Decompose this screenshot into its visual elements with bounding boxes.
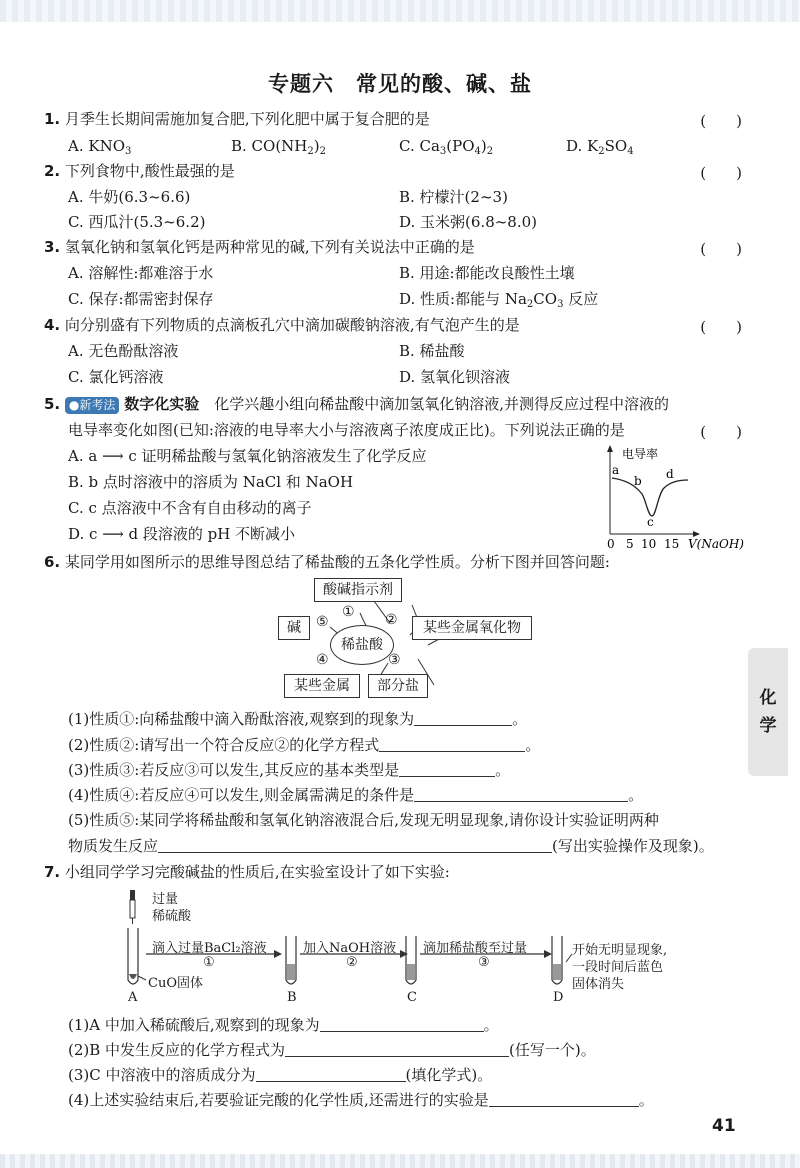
- option-c: C. 保存:都需密封保存: [68, 290, 214, 308]
- dropper-bulb: [130, 890, 135, 900]
- question-number: 3.: [44, 238, 61, 256]
- label-2: ②: [385, 612, 398, 628]
- answer-blank: [320, 1016, 484, 1032]
- option-c: C. $Ca_3(PO_4)_2$: [399, 137, 494, 157]
- bottom-border: [0, 1154, 800, 1168]
- top-border: [0, 0, 800, 22]
- question-stem: 月季生长期间需施加复合肥,下列化肥中属于复合肥的是: [64, 110, 430, 128]
- q6-part-1: (1)性质①:向稀盐酸中滴入酚酞溶液,观察到的现象为 。: [68, 710, 528, 728]
- question-1: [44, 110, 430, 128]
- question-5: [44, 395, 669, 414]
- question-number: 5.: [44, 395, 61, 413]
- node-center: 稀盐酸: [330, 625, 394, 665]
- answer-blank: [256, 1066, 406, 1082]
- reagent-label-1: 过量: [152, 892, 179, 907]
- question-6: [44, 553, 610, 571]
- page-title: 专题六 常见的酸、碱、盐: [268, 72, 532, 96]
- question-stem: 化学兴趣小组向稀盐酸中滴加氢氧化钠溶液,并测得反应过程中溶液的: [199, 395, 669, 413]
- answer-blank: [158, 837, 552, 853]
- q6-part-3: (3)性质③:若反应③可以发生,其反应的基本类型是 。: [68, 761, 511, 779]
- page-number: 41: [712, 1116, 736, 1136]
- label-3: ③: [388, 652, 401, 668]
- node-salt: 部分盐: [368, 674, 428, 698]
- point-d-label: d: [666, 467, 674, 481]
- conductivity-curve: [612, 478, 688, 516]
- option-a: A. 无色酚酞溶液: [68, 342, 179, 360]
- option-c: C. c 点溶液中不含有自由移动的离子: [68, 499, 312, 517]
- q7-part-2: (2)B 中发生反应的化学方程式为 (任写一个)。: [68, 1041, 596, 1059]
- new-method-badge: ●新考法: [65, 397, 120, 414]
- conductivity-chart: [596, 440, 756, 550]
- option-b: B. 柠檬汁(2~3): [399, 188, 508, 206]
- x-axis-label: V(NaOH): [688, 537, 744, 550]
- answer-blank: [285, 1041, 509, 1057]
- answer-blank: [414, 786, 628, 802]
- question-stem: 下列食物中,酸性最强的是: [64, 162, 235, 180]
- answer-paren: ( ): [700, 318, 742, 336]
- option-c: C. 氯化钙溶液: [68, 368, 164, 386]
- q7-part-1: (1)A 中加入稀硫酸后,观察到的现象为 。: [68, 1016, 499, 1034]
- node-metal-oxide: 某些金属氧化物: [412, 616, 532, 640]
- answer-blank: [399, 761, 495, 777]
- point-c-label: c: [647, 515, 654, 529]
- question-number: 7.: [44, 863, 61, 881]
- tube-b-label: B: [287, 990, 297, 1005]
- question-stem: 某同学用如图所示的思维导图总结了稀盐酸的五条化学性质。分析下图并回答问题:: [64, 553, 610, 571]
- option-d: D. $K_2SO_4$: [566, 137, 634, 157]
- point-a-label: a: [612, 463, 620, 477]
- question-stem-cont: 电导率变化如图(已知:溶液的电导率大小与溶液离子浓度成正比)。下列说法正确的是: [68, 421, 625, 439]
- x-tick-0: 0: [607, 537, 615, 550]
- step-1-number: ①: [203, 955, 215, 970]
- x-tick-10: 10: [641, 537, 657, 550]
- observation-1: 开始无明显现象,: [572, 943, 668, 958]
- subject-tab-label: 化学: [759, 688, 777, 736]
- tube-d-label: D: [553, 990, 564, 1005]
- y-axis-label: 电导率: [622, 447, 659, 461]
- option-b: B. $CO(NH_2)_2$: [231, 137, 327, 157]
- step-1-label: 滴入过量BaCl₂溶液: [152, 941, 267, 956]
- option-a: A. 牛奶(6.3~6.6): [68, 188, 191, 206]
- question-stem: 氢氧化钠和氢氧化钙是两种常见的碱,下列有关说法中正确的是: [64, 238, 475, 256]
- question-2: [44, 162, 235, 180]
- reagent-label-2: 稀硫酸: [152, 909, 192, 924]
- option-a: A. $KNO_3$: [68, 137, 132, 157]
- x-tick-15: 15: [664, 537, 680, 550]
- answer-blank: [414, 710, 512, 726]
- point-b-label: b: [634, 474, 642, 488]
- option-a: A. a ⟶ c 证明稀盐酸与氢氧化钠溶液发生了化学反应: [68, 447, 427, 465]
- answer-paren: ( ): [700, 423, 742, 441]
- question-number: 4.: [44, 316, 61, 334]
- tube-a-label: A: [128, 990, 138, 1005]
- question-stem: 向分别盛有下列物质的点滴板孔穴中滴加碳酸钠溶液,有气泡产生的是: [64, 316, 520, 334]
- question-number: 6.: [44, 553, 61, 571]
- option-d: D. 玉米粥(6.8~8.0): [399, 213, 538, 231]
- answer-blank: [379, 736, 525, 752]
- y-axis-arrow: [607, 445, 613, 452]
- observation-3: 固体消失: [572, 977, 625, 992]
- pin-icon: ●: [68, 398, 80, 412]
- topic-tag: 数字化实验: [124, 395, 200, 413]
- option-b: B. b 点时溶液中的溶质为 NaCl 和 NaOH: [68, 473, 354, 491]
- question-7: [44, 863, 450, 881]
- question-4: [44, 316, 520, 334]
- observation-2: 一段时间后蓝色: [572, 960, 664, 975]
- step-2-label: 加入NaOH溶液: [303, 941, 397, 956]
- tube-c-label: C: [407, 990, 417, 1005]
- q6-part-5-cont: 物质发生反应 (写出实验操作及现象)。: [68, 837, 714, 855]
- label-1: ①: [342, 604, 355, 620]
- question-number: 2.: [44, 162, 61, 180]
- q7-part-3: (3)C 中溶液中的溶质成分为 (填化学式)。: [68, 1066, 493, 1084]
- question-3: [44, 238, 475, 256]
- node-metal: 某些金属: [284, 674, 360, 698]
- label-5: ⑤: [316, 614, 329, 630]
- q6-part-4: (4)性质④:若反应④可以发生,则金属需满足的条件是 。: [68, 786, 644, 804]
- q6-part-5: (5)性质⑤:某同学将稀盐酸和氢氧化钠溶液混合后,发现无明显现象,请你设计实验证明两种: [68, 811, 659, 829]
- x-tick-5: 5: [626, 537, 634, 550]
- step-2-number: ②: [346, 955, 358, 970]
- dropper-tube: [130, 900, 135, 918]
- option-d: D. c ⟶ d 段溶液的 pH 不断减小: [68, 525, 296, 543]
- step-3-label: 滴加稀盐酸至过量: [423, 941, 528, 956]
- q6-part-2: (2)性质②:请写出一个符合反应②的化学方程式 。: [68, 736, 541, 754]
- node-indicator: 酸碱指示剂: [314, 578, 402, 602]
- option-b: B. 用途:都能改良酸性土壤: [399, 264, 575, 282]
- answer-blank: [489, 1091, 639, 1107]
- node-base: 碱: [278, 616, 310, 640]
- label-4: ④: [316, 652, 329, 668]
- option-d: D. 氢氧化钡溶液: [399, 368, 511, 386]
- option-d: D. 性质:都能与 $Na_2CO_3$ 反应: [399, 290, 599, 310]
- answer-paren: ( ): [700, 240, 742, 258]
- question-number: 1.: [44, 110, 61, 128]
- answer-paren: ( ): [700, 112, 742, 130]
- question-stem: 小组同学学习完酸碱盐的性质后,在实验室设计了如下实验:: [64, 863, 450, 881]
- step-3-number: ③: [478, 955, 490, 970]
- option-b: B. 稀盐酸: [399, 342, 465, 360]
- answer-paren: ( ): [700, 164, 742, 182]
- option-c: C. 西瓜汁(5.3~6.2): [68, 213, 206, 231]
- q7-part-4: (4)上述实验结束后,若要验证完酸的化学性质,还需进行的实验是 。: [68, 1091, 654, 1109]
- solid-label: CuO固体: [148, 976, 203, 991]
- option-a: A. 溶解性:都难溶于水: [68, 264, 214, 282]
